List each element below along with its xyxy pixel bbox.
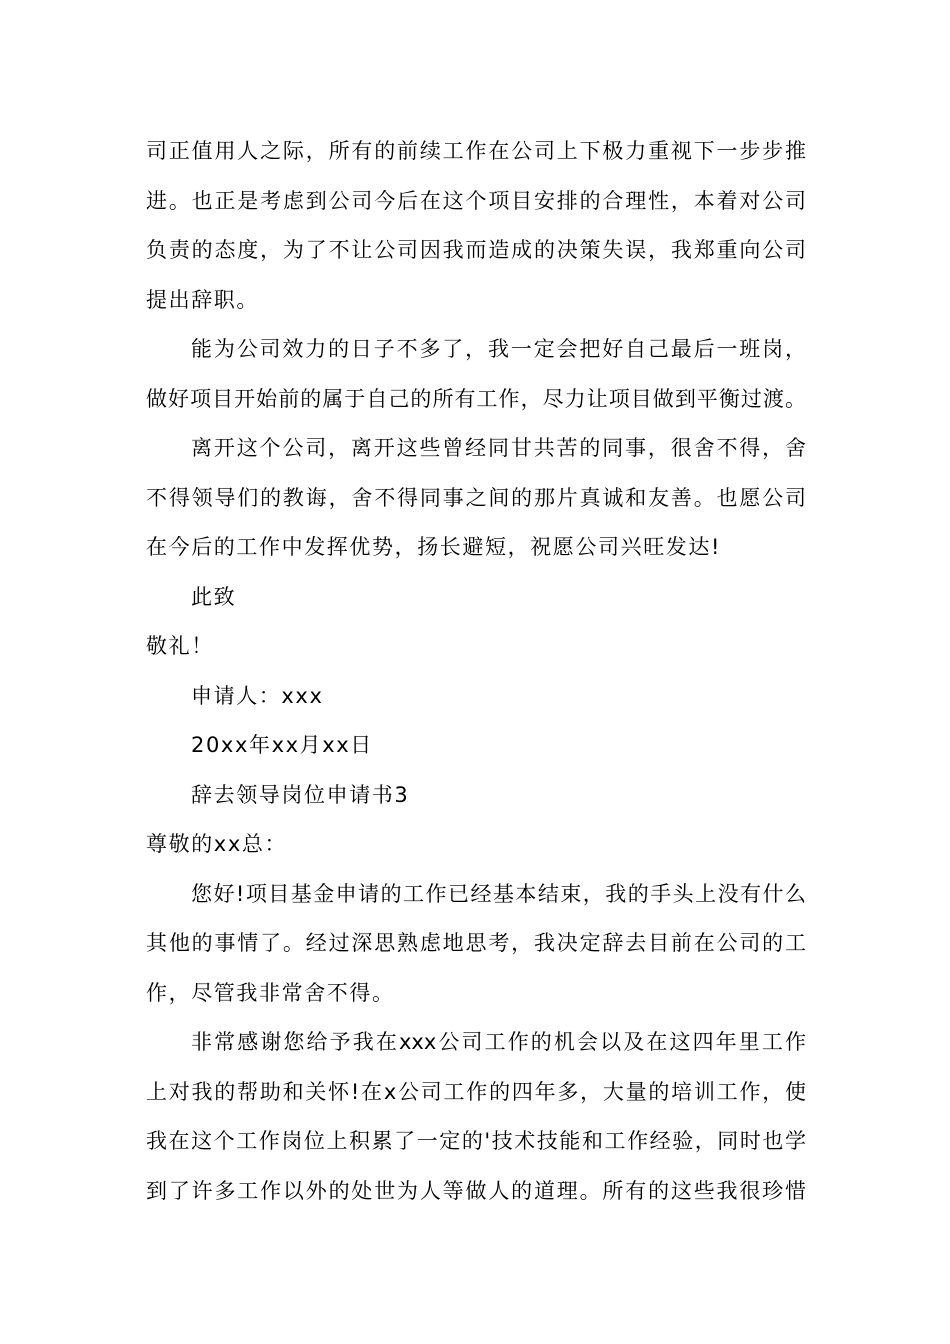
text-line: 20xx年xx月xx日 [191, 733, 373, 757]
text-line: 不得领导们的教诲，舍不得同事之间的那片真诚和友善。也愿公司 [146, 485, 806, 510]
text-line: 司正值用人之际，所有的前续工作在公司上下极力重视下一步步推 [146, 139, 806, 163]
text-line: 辞去领导岗位申请书3 [191, 782, 410, 807]
text-line: 负责的态度，为了不让公司因我而造成的决策失误，我郑重向公司 [146, 238, 806, 262]
text-line: 离开这个公司，离开这些曾经同甘共苦的同事，很舍不得，舍 [191, 436, 806, 460]
text-line: 作，尽管我非常舍不得。 [146, 980, 395, 1005]
text-line: 做好项目开始前的属于自己的所有工作，尽力让项目做到平衡过渡。 [146, 386, 806, 411]
text-line: 进。也正是考虑到公司今后在这个项目安排的合理性，本着对公司 [146, 188, 806, 213]
text-line: 您好!项目基金申请的工作已经基本结束，我的手头上没有什么 [191, 881, 806, 906]
text-line: 非常感谢您给予我在xxx公司工作的机会以及在这四年里工作 [191, 1030, 806, 1054]
text-line: 上对我的帮助和关怀!在x公司工作的四年多，大量的培训工作，使 [146, 1079, 806, 1104]
document-page [146, 127, 806, 1216]
text-line: 尊敬的xx总： [146, 832, 288, 856]
text-line: 其他的事情了。经过深思熟虑地思考，我决定辞去目前在公司的工 [146, 931, 806, 955]
text-line: 提出辞职。 [146, 287, 259, 312]
text-line: 到了许多工作以外的处世为人等做人的道理。所有的这些我很珍惜 [146, 1178, 806, 1203]
text-line: 在今后的工作中发挥优势，扬长避短，祝愿公司兴旺发达! [146, 535, 722, 559]
text-line: 我在这个工作岗位上积累了一定的'技术技能和工作经验，同时也学 [146, 1129, 806, 1153]
text-line: 敬礼！ [146, 634, 214, 658]
text-line: 此致 [191, 584, 237, 609]
text-line: 申请人：xxx [191, 683, 324, 708]
text-line: 能为公司效力的日子不多了，我一定会把好自己最后一班岗， [191, 337, 806, 361]
